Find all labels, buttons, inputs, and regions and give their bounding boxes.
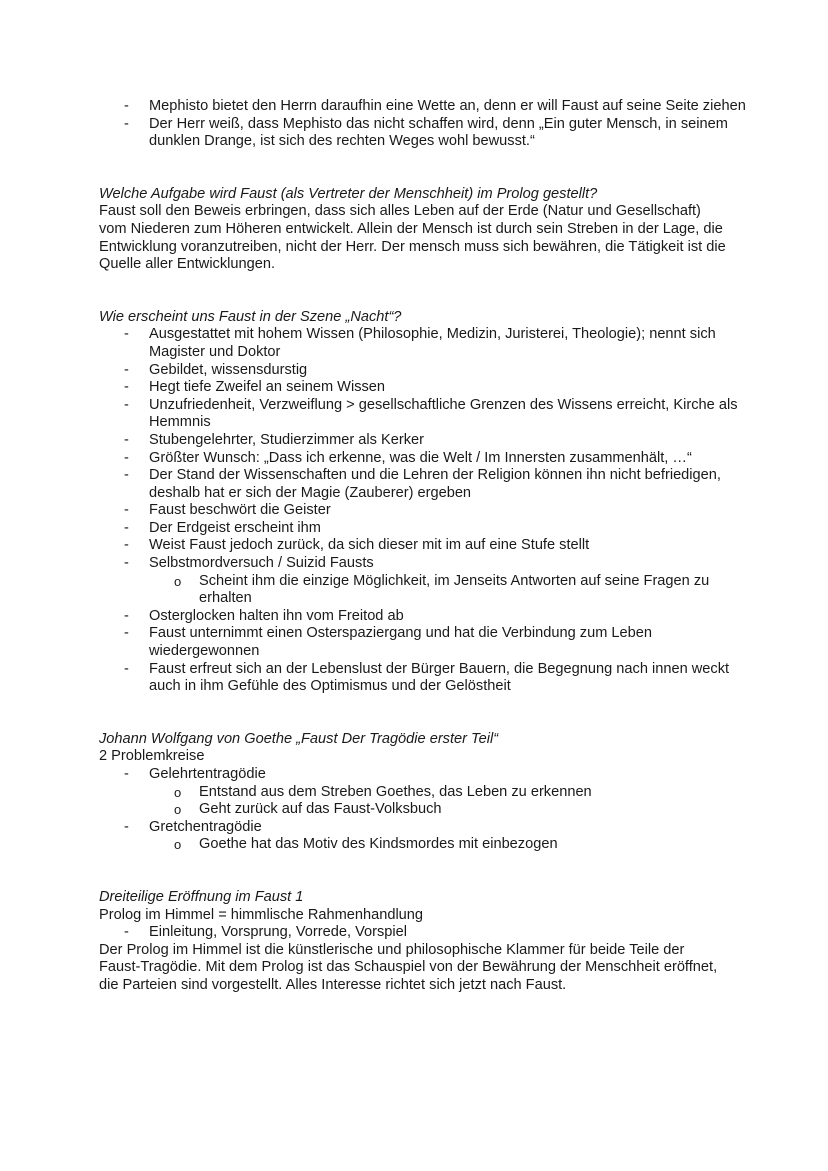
dash-bullet: - <box>124 818 129 835</box>
list-item-text: Der Erdgeist erscheint ihm <box>149 519 321 536</box>
dash-bullet: - <box>124 396 129 413</box>
list-item <box>0 379 828 397</box>
subheading: 2 Problemkreise <box>99 748 205 765</box>
list-item <box>0 661 828 696</box>
list-item-text: Weist Faust jedoch zurück, da sich dieser mit im auf eine Stufe stellt <box>149 537 590 554</box>
dash-bullet: - <box>124 326 129 343</box>
list-item-text: Mephisto bietet den Herrn daraufhin eine Wette an, denn er will Faust auf seine Seite ziehen <box>149 98 746 114</box>
list-item <box>0 98 828 116</box>
list-item-text: Einleitung, Vorsprung, Vorrede, Vorspiel <box>149 924 407 941</box>
dash-bullet: - <box>124 361 129 378</box>
section-heading: Dreiteilige Eröffnung im Faust 1 <box>99 888 304 905</box>
list-item <box>0 766 828 784</box>
list-item <box>0 362 828 380</box>
list-item-text: Faust beschwört die Geister <box>149 502 331 519</box>
sub-list-item <box>0 573 828 608</box>
plain-line: Prolog im Himmel = himmlische Rahmenhandlung <box>99 906 424 923</box>
dash-bullet: - <box>124 379 129 396</box>
dash-bullet: - <box>124 431 129 448</box>
list-item <box>0 819 828 837</box>
circle-bullet: o <box>174 573 182 589</box>
dash-bullet: - <box>124 502 129 519</box>
sub-list-item <box>0 784 828 802</box>
list-item-text: Osterglocken halten ihn vom Freitod ab <box>149 607 404 624</box>
list-item <box>0 520 828 538</box>
circle-bullet: o <box>174 837 182 853</box>
dash-bullet: - <box>124 660 129 677</box>
question-heading: Wie erscheint uns Faust in der Szene „Nacht“? <box>99 308 402 325</box>
list-item <box>0 397 828 432</box>
list-item <box>0 326 828 361</box>
dash-bullet: - <box>124 519 129 536</box>
sub-list-item-text: Entstand aus dem Streben Goethes, das Leben zu erkennen <box>199 783 592 800</box>
list-item <box>0 924 828 942</box>
answer-paragraph: Faust soll den Beweis erbringen, dass sich alles Leben auf der Erde (Natur und Gesellschaft) vom Niederen zum Höheren entwickelt. Allein der Mensch ist durch sein Streben in der Lage, die Entwicklung voranzutreiben, nicht der Herr. Der mensch muss sich bewähren, die Tätigkeit ist die Quelle aller Entwicklungen. <box>99 203 726 273</box>
sub-list-item <box>0 836 828 854</box>
dash-bullet: - <box>124 607 129 624</box>
dash-bullet: - <box>124 467 129 484</box>
dash-bullet: - <box>124 98 129 114</box>
list-item <box>0 502 828 520</box>
list-item <box>0 116 828 151</box>
list-item-text: Der Herr weiß, dass Mephisto das nicht schaffen wird, denn „Ein guter Mensch, in seinem dunklen Drange, ist sich des rechten Weges wohl bewusst.“ <box>149 115 728 150</box>
list-item-text: Stubengelehrter, Studierzimmer als Kerker <box>149 431 424 448</box>
list-item-text: Faust erfreut sich an der Lebenslust der Bürger Bauern, die Begegnung nach innen weckt auch in ihm Gefühle des Optimismus und der Gelöstheit <box>149 660 730 695</box>
list-item-text: Gelehrtentragödie <box>149 766 266 782</box>
list-item <box>0 608 828 626</box>
list-item <box>0 432 828 450</box>
list-item-text: Selbstmordversuch / Suizid Fausts <box>149 555 374 572</box>
question-heading: Welche Aufgabe wird Faust (als Vertreter der Menschheit) im Prolog gestellt? <box>99 185 598 202</box>
list-item-text: Unzufriedenheit, Verzweiflung > gesellschaftliche Grenzen des Wissens erreicht, Kirche als Hemmnis <box>149 396 738 431</box>
list-item-text: Gebildet, wissensdurstig <box>149 361 308 378</box>
list-item-text: Der Stand der Wissenschaften und die Lehren der Religion können ihn nicht befriedigen, deshalb hat er sich der Magie (Zauberer) ergeben <box>149 467 721 501</box>
circle-bullet: o <box>174 802 182 818</box>
dash-bullet: - <box>124 449 129 466</box>
sub-list-item <box>0 801 828 819</box>
dash-bullet: - <box>124 115 129 132</box>
list-item <box>0 537 828 555</box>
dash-bullet: - <box>124 766 129 782</box>
list-item <box>0 555 828 573</box>
list-item <box>0 450 828 468</box>
list-item-text: Ausgestattet mit hohem Wissen (Philosophie, Medizin, Juristerei, Theologie); nennt sich Magister und Doktor <box>149 326 716 360</box>
list-item-text: Hegt tiefe Zweifel an seinem Wissen <box>149 379 386 396</box>
circle-bullet: o <box>174 784 182 800</box>
sub-list-item-text: Scheint ihm die einzige Möglichkeit, im Jenseits Antworten auf seine Fragen zu erhalten <box>199 572 710 607</box>
section-heading: Johann Wolfgang von Goethe „Faust Der Tragödie erster Teil“ <box>99 730 499 747</box>
list-item <box>0 467 828 502</box>
list-item <box>0 625 828 660</box>
closing-paragraph: Der Prolog im Himmel ist die künstlerische und philosophische Klammer für beide Teile der Faust-Tragödie. Mit dem Prolog ist das Schauspiel von der Bewährung der Menschheit eröffnet, die Parteien sind vorgestellt. Alles Interesse richtet sich jetzt nach Faust. <box>99 941 718 993</box>
dash-bullet: - <box>124 625 129 642</box>
list-item-text: Faust unternimmt einen Osterspaziergang und hat die Verbindung zum Leben wiedergewonnen <box>149 625 652 660</box>
dash-bullet: - <box>124 555 129 572</box>
list-item-text: Größter Wunsch: „Dass ich erkenne, was die Welt / Im Innersten zusammenhält, …“ <box>149 449 692 466</box>
dash-bullet: - <box>124 924 129 941</box>
list-item-text: Gretchentragödie <box>149 818 262 835</box>
sub-list-item-text: Geht zurück auf das Faust-Volksbuch <box>199 801 442 818</box>
sub-list-item-text: Goethe hat das Motiv des Kindsmordes mit einbezogen <box>199 836 558 853</box>
dash-bullet: - <box>124 537 129 554</box>
